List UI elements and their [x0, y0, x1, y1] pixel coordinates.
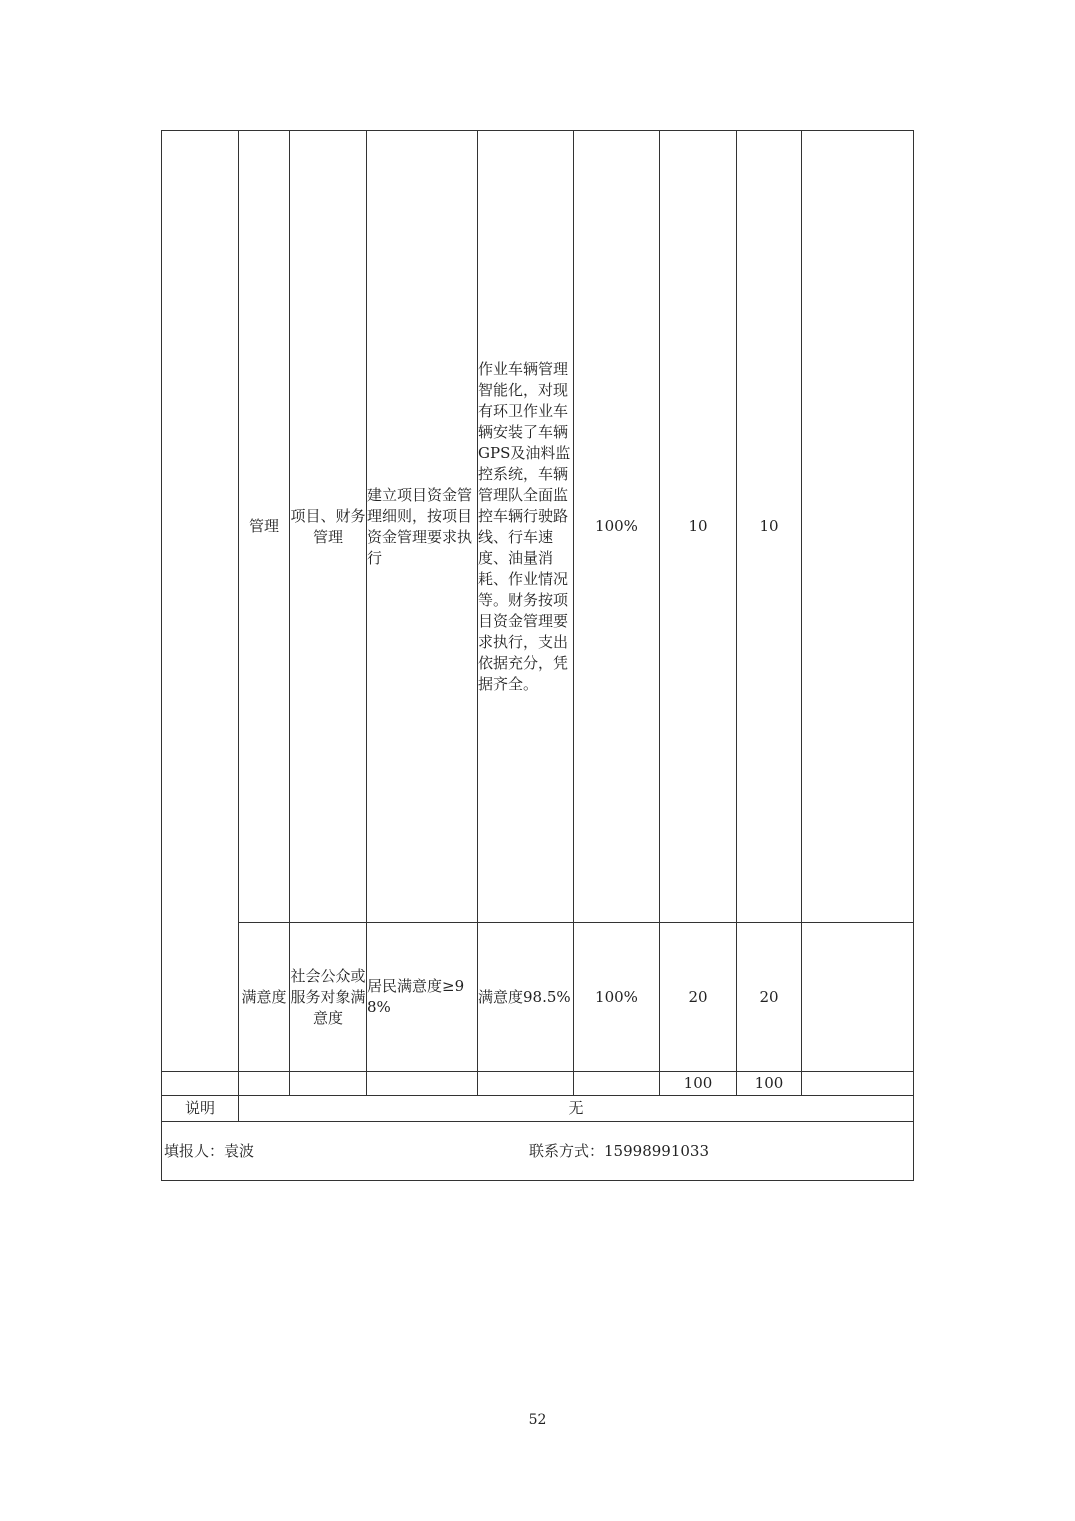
weight-cell: 10	[660, 131, 737, 923]
filler-name: 袁波	[224, 1141, 255, 1160]
filler-info	[162, 1141, 529, 1162]
level2-indicator-cell: 满意度	[239, 923, 290, 1072]
level1-indicator-cell	[162, 131, 239, 1072]
contact-label: 联系方式：	[529, 1141, 605, 1160]
filler-label: 填报人：	[164, 1141, 225, 1160]
filler-info-cell	[162, 1122, 914, 1181]
target-value-cell: 居民满意度≥98%	[367, 923, 478, 1072]
score-cell: 10	[737, 131, 802, 923]
target-value-cell: 建立项目资金管理细则，按项目资金管理要求执行	[367, 131, 478, 923]
completion-rate-cell: 100%	[574, 923, 660, 1072]
score-total-cell: 100	[737, 1072, 802, 1096]
page-number: 52	[528, 1412, 547, 1428]
actual-value-cell: 满意度98.5%	[478, 923, 574, 1072]
weight-total-cell: 100	[660, 1072, 737, 1096]
score-cell: 20	[737, 923, 802, 1072]
note-value-cell: 无	[239, 1096, 914, 1122]
table-row-filler	[162, 1122, 914, 1181]
table-row-note	[162, 1096, 914, 1122]
remark-cell	[802, 131, 914, 923]
table-row-satisfaction	[162, 923, 914, 1072]
completion-rate-cell: 100%	[574, 131, 660, 923]
level2-indicator-cell: 管理	[239, 131, 290, 923]
table-row-total	[162, 1072, 914, 1096]
level3-indicator-cell: 项目、财务管理	[290, 131, 367, 923]
weight-cell: 20	[660, 923, 737, 1072]
performance-evaluation-table	[161, 130, 914, 1181]
table-row-management	[162, 131, 914, 923]
actual-value-cell: 作业车辆管理智能化，对现有环卫作业车辆安装了车辆GPS及油料监控系统，车辆管理队全面监控车辆行驶路线、行车速度、油量消耗、作业情况等。财务按项目资金管理要求执行，支出依据充分，凭据齐全。	[478, 131, 574, 923]
contact-info	[529, 1141, 709, 1162]
remark-cell	[802, 923, 914, 1072]
contact-value: 15998991033	[604, 1141, 709, 1160]
level3-indicator-cell: 社会公众或服务对象满意度	[290, 923, 367, 1072]
note-label-cell: 说明	[162, 1096, 239, 1122]
